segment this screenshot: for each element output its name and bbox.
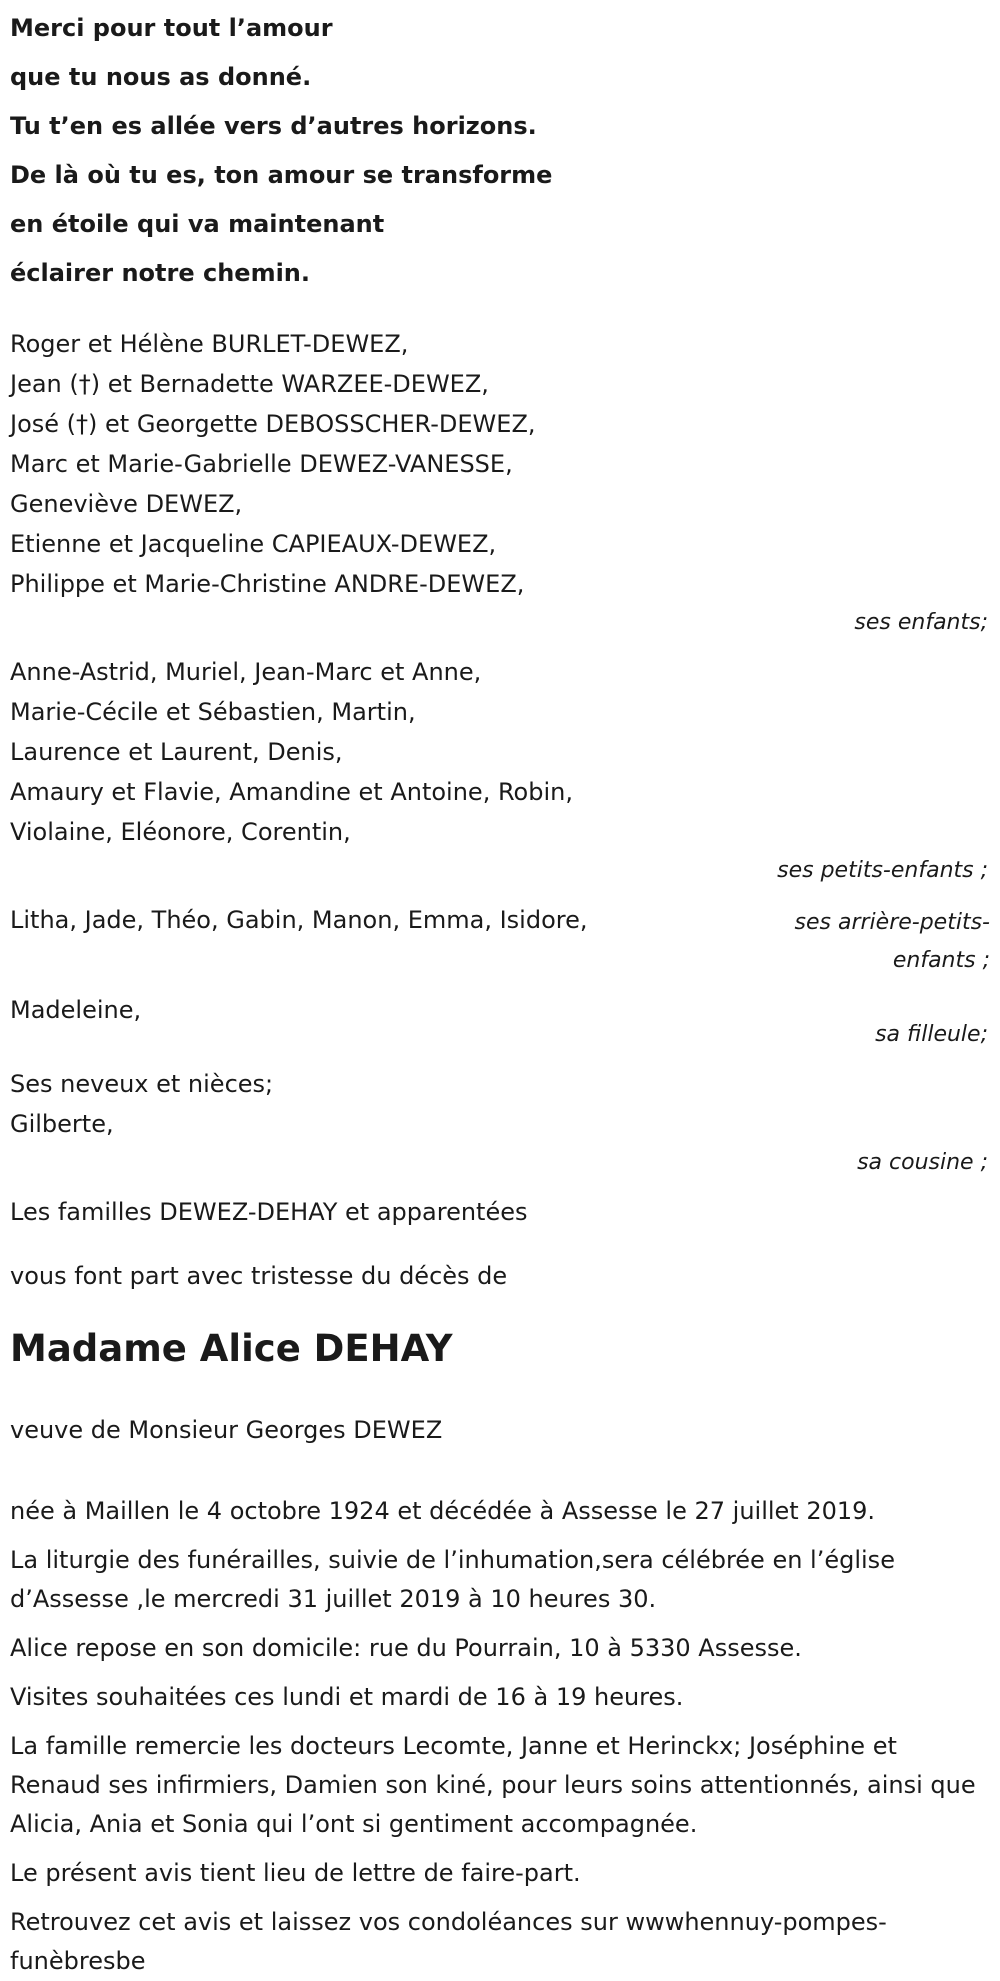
paragraph-visits: Visites souhaitées ces lundi et mardi de 16 à 19 heures. xyxy=(10,1683,684,1711)
deceased-name: Madame Alice DEHAY xyxy=(10,1327,453,1370)
family-line: Roger et Hélène BURLET-DEWEZ, xyxy=(10,330,409,358)
role-label: ses arrière-petits-enfants ; xyxy=(794,910,990,973)
paragraph-notice: Le présent avis tient lieu de lettre de faire-part. xyxy=(10,1859,581,1887)
family-line: Laurence et Laurent, Denis, xyxy=(10,738,343,766)
families-line: Les familles DEWEZ-DEHAY et apparentées xyxy=(10,1198,528,1226)
paragraph-domicile: Alice repose en son domicile: rue du Pourrain, 10 à 5330 Assesse. xyxy=(10,1634,802,1662)
poem-line: De là où tu es, ton amour se transforme xyxy=(10,161,553,189)
family-line: Marie-Cécile et Sébastien, Martin, xyxy=(10,698,416,726)
children-group xyxy=(10,324,990,642)
family-line: Madeleine, xyxy=(10,996,142,1024)
role-label: ses enfants; xyxy=(854,610,988,635)
poem-line: éclairer notre chemin. xyxy=(10,259,310,287)
paragraph-funeral: La liturgie des funérailles, suivie de l’inhumation,sera célébrée en l’église d’Assesse ,le mercredi 31 juillet 2019 à 10 heures 30. xyxy=(10,1546,895,1613)
family-line: Etienne et Jacqueline CAPIEAUX-DEWEZ, xyxy=(10,530,497,558)
announcement: vous font part avec tristesse du décès de xyxy=(10,1262,508,1290)
great-grandchildren-group xyxy=(10,900,990,980)
paragraph-condolences: Retrouvez cet avis et laissez vos condoléances sur wwwhennuy-pompes-funèbresbe xyxy=(10,1908,887,1975)
role-label: ses petits-enfants ; xyxy=(777,858,988,883)
role-label: sa cousine ; xyxy=(857,1150,988,1175)
poem-line: en étoile qui va maintenant xyxy=(10,210,385,238)
family-line: Anne-Astrid, Muriel, Jean-Marc et Anne, xyxy=(10,658,482,686)
widow-of: veuve de Monsieur Georges DEWEZ xyxy=(10,1416,443,1444)
grandchildren-group xyxy=(10,652,990,890)
family-line: Geneviève DEWEZ, xyxy=(10,490,243,518)
family-line: Marc et Marie-Gabrielle DEWEZ-VANESSE, xyxy=(10,450,513,478)
goddaughter-group xyxy=(10,990,990,1054)
family-line: José (†) et Georgette DEBOSSCHER-DEWEZ, xyxy=(10,410,536,438)
poem-line: que tu nous as donné. xyxy=(10,63,312,91)
family-line: Violaine, Eléonore, Corentin, xyxy=(10,818,351,846)
poem-line: Merci pour tout l’amour xyxy=(10,14,333,42)
family-line: Philippe et Marie-Christine ANDRE-DEWEZ, xyxy=(10,570,525,598)
role-label: sa filleule; xyxy=(875,1022,988,1047)
poem xyxy=(10,4,990,298)
family-line: Gilberte, xyxy=(10,1110,114,1138)
notice-body xyxy=(10,4,990,1981)
family-line: Ses neveux et nièces; xyxy=(10,1070,274,1098)
poem-line: Tu t’en es allée vers d’autres horizons. xyxy=(10,112,537,140)
paragraph-thanks: La famille remercie les docteurs Lecomte, Janne et Herinckx; Joséphine et Renaud ses infirmiers, Damien son kiné, pour leurs soins attentionnés, ainsi que Alicia, Ania et Sonia qui l’ont si gentiment accompagnée. xyxy=(10,1732,976,1838)
family-line: Litha, Jade, Théo, Gabin, Manon, Emma, Isidore, xyxy=(10,906,588,934)
family-line: Jean (†) et Bernadette WARZEE-DEWEZ, xyxy=(10,370,489,398)
family-line: Amaury et Flavie, Amandine et Antoine, Robin, xyxy=(10,778,573,806)
cousin-group xyxy=(10,1064,990,1182)
paragraph-dates: née à Maillen le 4 octobre 1924 et décédée à Assesse le 27 juillet 2019. xyxy=(10,1497,876,1525)
